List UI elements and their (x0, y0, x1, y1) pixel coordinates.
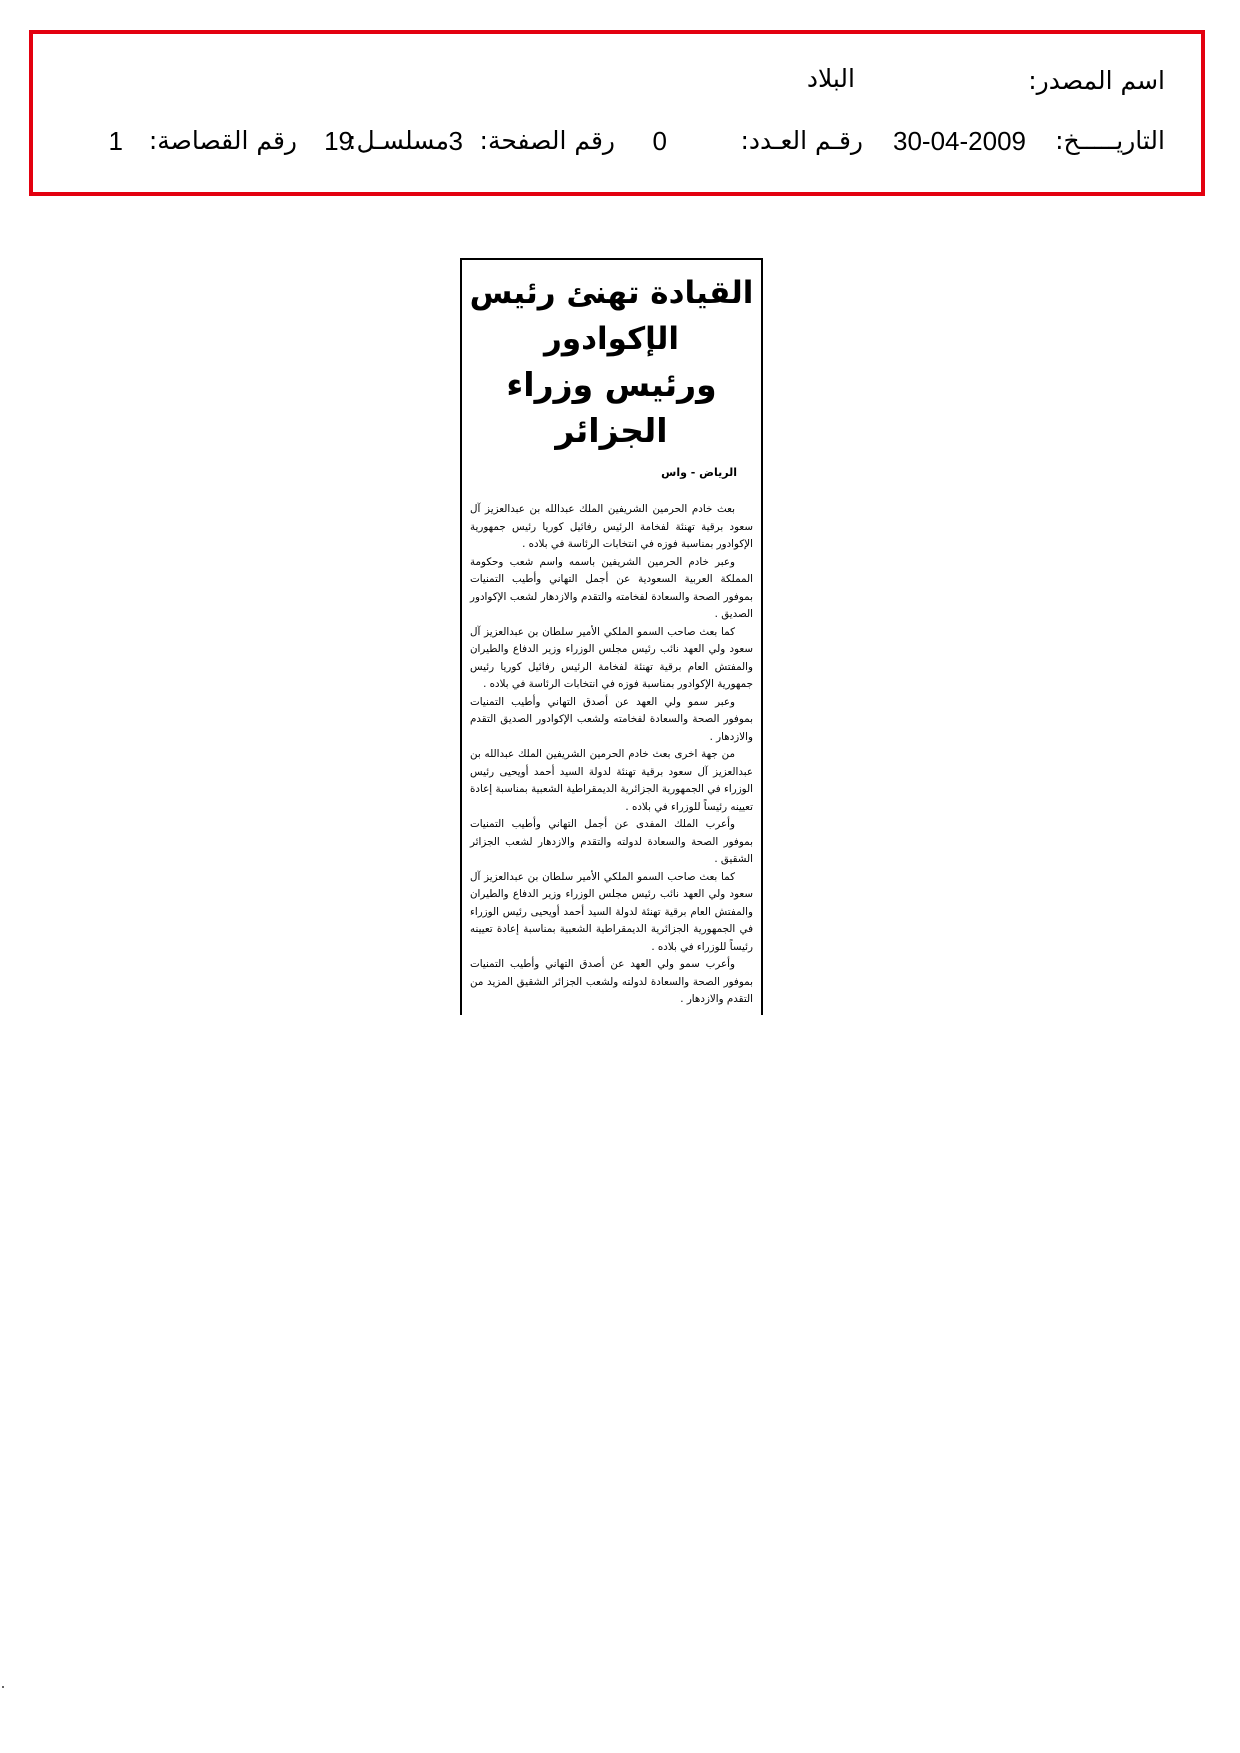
page-value: 3 (448, 126, 463, 156)
paragraph: من جهة اخرى بعث خادم الحرمين الشريفين الملك عبدالله بن عبدالعزيز آل سعود برقية تهنئة لدولة السيد أحمد أويحيى رئيس الوزراء في الجمهورية الجزائرية الديمقراطية الشعبية بمناسبة إعادة تعيينه رئيساً للوزراء في بلاده . (470, 748, 753, 813)
article-headline (462, 270, 761, 454)
serial-value: 19 (324, 126, 353, 156)
clipping-metadata-box (29, 30, 1205, 196)
issue-value: 0 (652, 126, 667, 156)
headline-line-2: ورئيس وزراء الجزائر (506, 365, 717, 450)
issue-label: رقـم العـدد: (740, 126, 863, 155)
paragraph: وعبر سمو ولي العهد عن أصدق التهاني وأطيب التمنيات بموفور الصحة والسعادة لفخامته ولشعب الإكوادور الصديق التقدم والازدهار . (470, 695, 753, 743)
paragraph: وأعرب الملك المفدى عن أجمل التهاني وأطيب التمنيات بموفور الصحة والسعادة لدولته والتقدم والازدهار لشعب الجزائر الشقيق . (470, 818, 753, 865)
clip-label: رقم القصاصة: (148, 126, 297, 155)
paragraph: كما بعث صاحب السمو الملكي الأمير سلطان بن عبدالعزيز آل سعود ولي العهد نائب رئيس مجلس الوزراء وزير الدفاع والطيران والمفتش العام برقية تهنئة لدولة السيد أحمد أويحيى رئيس الوزراء في الجمهورية الجزائرية الديمقراطية الشعبية بمناسبة إعادة تعيينه رئيساً للوزراء في بلاده . (470, 870, 753, 953)
clip-value: 1 (108, 126, 123, 156)
paragraph: كما بعث صاحب السمو الملكي الأمير سلطان بن عبدالعزيز آل سعود ولي العهد نائب رئيس مجلس الوزراء وزير الدفاع والطيران والمفتش العام برقية تهنئة لفخامة الرئيس رفائيل كوريا رئيس جمهورية الإكوادور بمناسبة فوزه في انتخابات الرئاسة في بلاده . (470, 625, 753, 690)
headline-line-1: القيادة تهنئ رئيس الإكوادور (469, 275, 754, 357)
date-label: التاريـــــخ: (1055, 126, 1165, 155)
date-value: 30-04-2009 (893, 126, 1026, 156)
scan-speck (2, 1686, 4, 1688)
paragraph: وأعرب سمو ولي العهد عن أصدق التهاني وأطيب التمنيات بموفور الصحة والسعادة لدولته ولشعب الجزائر الشقيق المزيد من التقدم والازدهار . (470, 958, 753, 1005)
serial-label: مسلسـل: (348, 126, 449, 155)
newspaper-clipping (460, 258, 763, 1015)
article-body (470, 501, 753, 1009)
paragraph: وعبر خادم الحرمين الشريفين باسمه واسم شعب وحكومة المملكة العربية السعودية عن أجمل التهاني وأطيب التمنيات بموفور الصحة والسعادة لفخامته والتقدم والازدهار لشعب الإكوادور الصديق . (470, 555, 753, 620)
page-label: رقم الصفحة: (479, 126, 615, 155)
article-dateline: الرياض - واس (661, 466, 737, 479)
source-label: اسم المصدر: (1028, 66, 1165, 95)
paragraph: بعث خادم الحرمين الشريفين الملك عبدالله بن عبدالعزيز آل سعود برقية تهنئة لفخامة الرئيس رفائيل كوريا رئيس جمهورية الإكوادور بمناسبة فوزه في انتخابات الرئاسة في بلاده . (470, 503, 753, 550)
source-value: البلاد (806, 64, 855, 93)
